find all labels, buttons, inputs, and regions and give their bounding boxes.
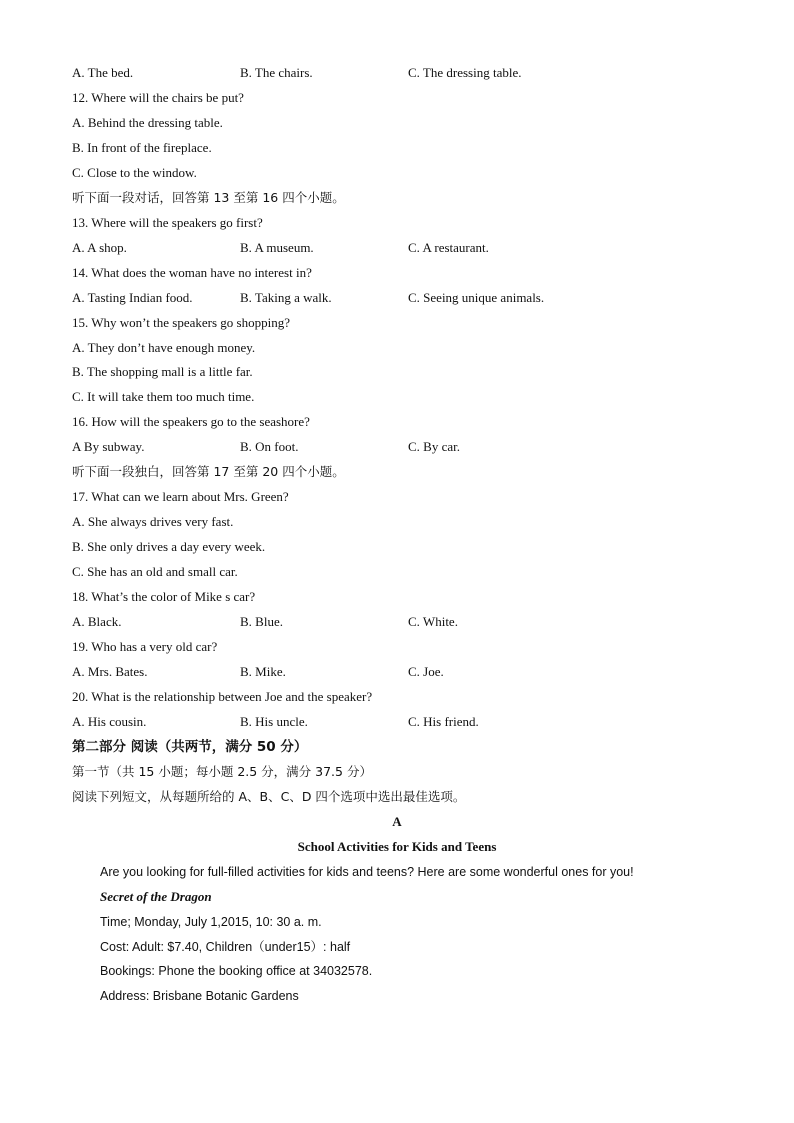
q11-option-a: A. The bed. [72,65,134,80]
q12-option-b: B. In front of the fireplace. [72,140,212,155]
q13-question: 13. Where will the speakers go first? [72,215,263,230]
q12-option-c: C. Close to the window. [72,165,197,180]
q13-option-c: C. A restaurant. [408,240,489,255]
q19-question: 19. Who has a very old car? [72,639,218,654]
q12-question: 12. Where will the chairs be put? [72,90,244,105]
q19-option-a: A. Mrs. Bates. [72,664,148,679]
q16-question: 16. How will the speakers go to the seashore? [72,414,310,429]
event-time: Time; Monday, July 1,2015, 10: 30 a. m. [100,915,322,929]
q16-option-b: B. On foot. [240,439,299,454]
q20-option-c: C. His friend. [408,714,479,729]
q17-question: 17. What can we learn about Mrs. Green? [72,489,289,504]
q18-option-a: A. Black. [72,614,122,629]
event-title: Secret of the Dragon [100,889,212,904]
q12-option-a: A. Behind the dressing table. [72,115,223,130]
q17-option-b: B. She only drives a day every week. [72,539,266,554]
q16-option-a: A By subway. [72,439,145,454]
q14-question: 14. What does the woman have no interest in? [72,265,312,280]
q11-option-b: B. The chairs. [240,65,313,80]
instruction-17-20: 听下面一段独白，回答第 17 至第 20 四个小题。 [72,464,345,479]
passage-title: School Activities for Kids and Teens [297,839,497,854]
q15-option-c: C. It will take them too much time. [72,389,255,404]
q15-option-b: B. The shopping mall is a little far. [72,364,253,379]
q17-option-c: C. She has an old and small car. [72,564,238,579]
part-two-heading: 第二部分 阅读（共两节，满分 50 分） [72,739,308,755]
q17-option-a: A. She always drives very fast. [72,514,234,529]
q15-option-a: A. They don’t have enough money. [72,340,256,355]
q20-option-a: A. His cousin. [72,714,147,729]
section-one-heading: 第一节（共 15 小题；每小题 2.5 分，满分 37.5 分） [72,764,372,779]
event-address: Address: Brisbane Botanic Gardens [100,989,299,1003]
instruction-13-16: 听下面一段对话，回答第 13 至第 16 四个小题。 [72,190,345,205]
q18-question: 18. What’s the color of Mike s car? [72,589,256,604]
q14-option-a: A. Tasting Indian food. [72,290,193,305]
event-bookings: Bookings: Phone the booking office at 34032578. [100,964,373,978]
q13-option-b: B. A museum. [240,240,314,255]
section-one-instruction: 阅读下列短文，从每题所给的 A、B、C、D 四个选项中选出最佳选项。 [72,789,466,804]
q20-option-b: B. His uncle. [240,714,308,729]
q18-option-c: C. White. [408,614,458,629]
q16-option-c: C. By car. [408,439,460,454]
passage-letter: A [392,814,402,829]
passage-intro: Are you looking for full-filled activities for kids and teens? Here are some wonderful ones for you! [100,865,634,879]
q15-question: 15. Why won’t the speakers go shopping? [72,315,290,330]
event-cost: Cost: Adult: $7.40, Children（under15）: half [100,940,351,954]
q11-option-c: C. The dressing table. [408,65,522,80]
q20-question: 20. What is the relationship between Joe and the speaker? [72,689,373,704]
q14-option-c: C. Seeing unique animals. [408,290,545,305]
q18-option-b: B. Blue. [240,614,283,629]
q19-option-b: B. Mike. [240,664,286,679]
q14-option-b: B. Taking a walk. [240,290,332,305]
q19-option-c: C. Joe. [408,664,444,679]
q13-option-a: A. A shop. [72,240,127,255]
